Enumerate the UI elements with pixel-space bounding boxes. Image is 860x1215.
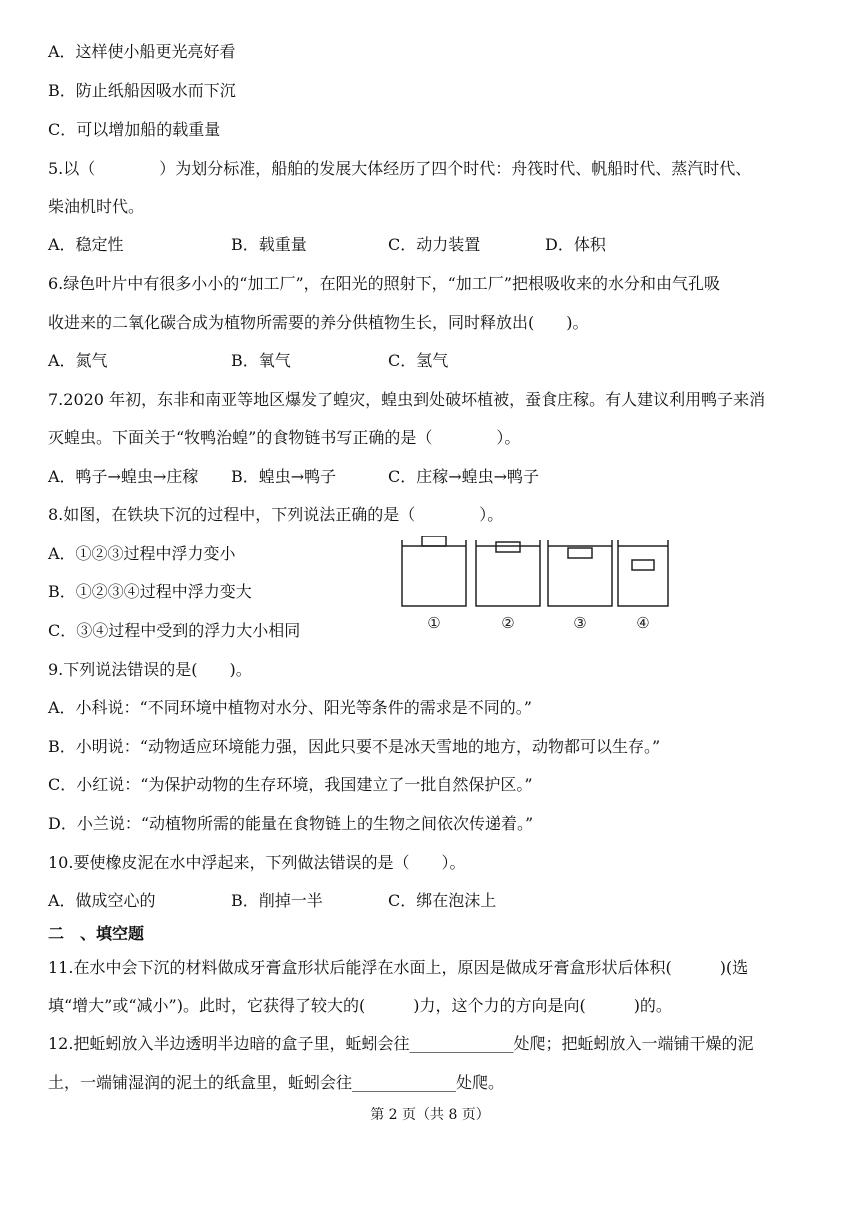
q10-stem: 10.要使橡皮泥在水中浮起来，下列做法错误的是（ ）。 <box>48 853 466 872</box>
iron-block-1 <box>422 536 446 546</box>
container-3 <box>548 540 612 606</box>
q8-stem: 8.如图，在铁块下沉的过程中，下列说法正确的是（ ）。 <box>48 505 504 524</box>
q5-option-c: C．动力装置 <box>388 235 481 254</box>
q5-stem-line2: 柴油机时代。 <box>48 197 145 216</box>
figure-label-1: ① <box>427 614 441 632</box>
q11-stem-line1: 11.在水中会下沉的材料做成牙膏盒形状后能浮在水面上，原因是做成牙膏盒形状后体积( )(选 <box>48 958 749 977</box>
q5-option-b: B．载重量 <box>231 235 307 254</box>
q7-option-b: B．蝗虫→鸭子 <box>231 467 337 486</box>
q12-stem-line1: 12.把蚯蚓放入半边透明半边暗的盒子里，蚯蚓会往_____________处爬；把蚯蚓放入一端铺干燥的泥 <box>48 1034 754 1053</box>
iron-block-2 <box>496 542 520 552</box>
figure-label-3: ③ <box>573 614 587 632</box>
q11-stem-line2: 填“增大”或“减小”)。此时，它获得了较大的( )力，这个力的方向是向( )的。 <box>48 996 672 1015</box>
container-1 <box>402 540 466 606</box>
container-2 <box>476 540 540 606</box>
q9-option-d: D．小兰说：“动植物所需的能量在食物链上的生物之间依次传递着。” <box>48 814 534 833</box>
q4-option-c: C．可以增加船的载重量 <box>48 120 221 139</box>
q5-option-a: A．稳定性 <box>48 235 124 254</box>
iron-block-3 <box>568 548 592 558</box>
q6-option-b: B．氧气 <box>231 351 291 370</box>
container-4 <box>618 540 668 606</box>
q5-stem-line1: 5.以（ ）为划分标准，船舶的发展大体经历了四个时代：舟筏时代、帆船时代、蒸汽时代、 <box>48 159 752 178</box>
q4-option-b: B．防止纸船因吸水而下沉 <box>48 81 236 100</box>
q10-option-c: C．绑在泡沫上 <box>388 891 497 910</box>
q8-option-b: B．①②③④过程中浮力变大 <box>48 582 252 601</box>
q8-option-a: A．①②③过程中浮力变小 <box>48 544 236 563</box>
q9-option-c: C．小红说：“为保护动物的生存环境，我国建立了一批自然保护区。” <box>48 775 533 794</box>
section-heading-fill-in: 二 、填空题 <box>48 924 145 943</box>
figure-label-2: ② <box>501 614 515 632</box>
q10-option-a: A．做成空心的 <box>48 891 156 910</box>
q7-stem-line2: 灭蝗虫。下面关于“牧鸭治蝗”的食物链书写正确的是（ ）。 <box>48 428 521 447</box>
q9-stem: 9.下列说法错误的是( )。 <box>48 660 252 679</box>
q7-stem-line1: 7.2020 年初，东非和南亚等地区爆发了蝗灾，蝗虫到处破坏植被，蚕食庄稼。有人建议利用鸭子来消 <box>48 390 766 409</box>
q4-option-a: A．这样使小船更光亮好看 <box>48 42 236 61</box>
iron-block-4 <box>632 560 654 570</box>
q6-option-a: A．氮气 <box>48 351 108 370</box>
q6-stem-line1: 6.绿色叶片中有很多小小的“加工厂”，在阳光的照射下，“加工厂”把根吸收来的水分和由气孔吸 <box>48 274 720 293</box>
figure-label-4: ④ <box>636 614 650 632</box>
sinking-iron-block-figure <box>398 536 672 636</box>
q5-option-d: D．体积 <box>545 235 606 254</box>
q9-option-b: B．小明说：“动物适应环境能力强，因此只要不是冰天雪地的地方，动物都可以生存。” <box>48 737 661 756</box>
q6-option-c: C．氢气 <box>388 351 449 370</box>
page-number-footer: 第 2 页（共 8 页） <box>370 1107 490 1123</box>
q6-stem-line2: 收进来的二氧化碳合成为植物所需要的养分供植物生长，同时释放出( )。 <box>48 313 589 332</box>
q12-stem-line2: 土，一端铺湿润的泥土的纸盒里，蚯蚓会往_____________处爬。 <box>48 1073 505 1092</box>
q7-option-c: C．庄稼→蝗虫→鸭子 <box>388 467 540 486</box>
q9-option-a: A．小科说：“不同环境中植物对水分、阳光等条件的需求是不同的。” <box>48 698 532 717</box>
q10-option-b: B．削掉一半 <box>231 891 323 910</box>
q8-option-c: C．③④过程中受到的浮力大小相同 <box>48 621 301 640</box>
q7-option-a: A．鸭子→蝗虫→庄稼 <box>48 467 199 486</box>
